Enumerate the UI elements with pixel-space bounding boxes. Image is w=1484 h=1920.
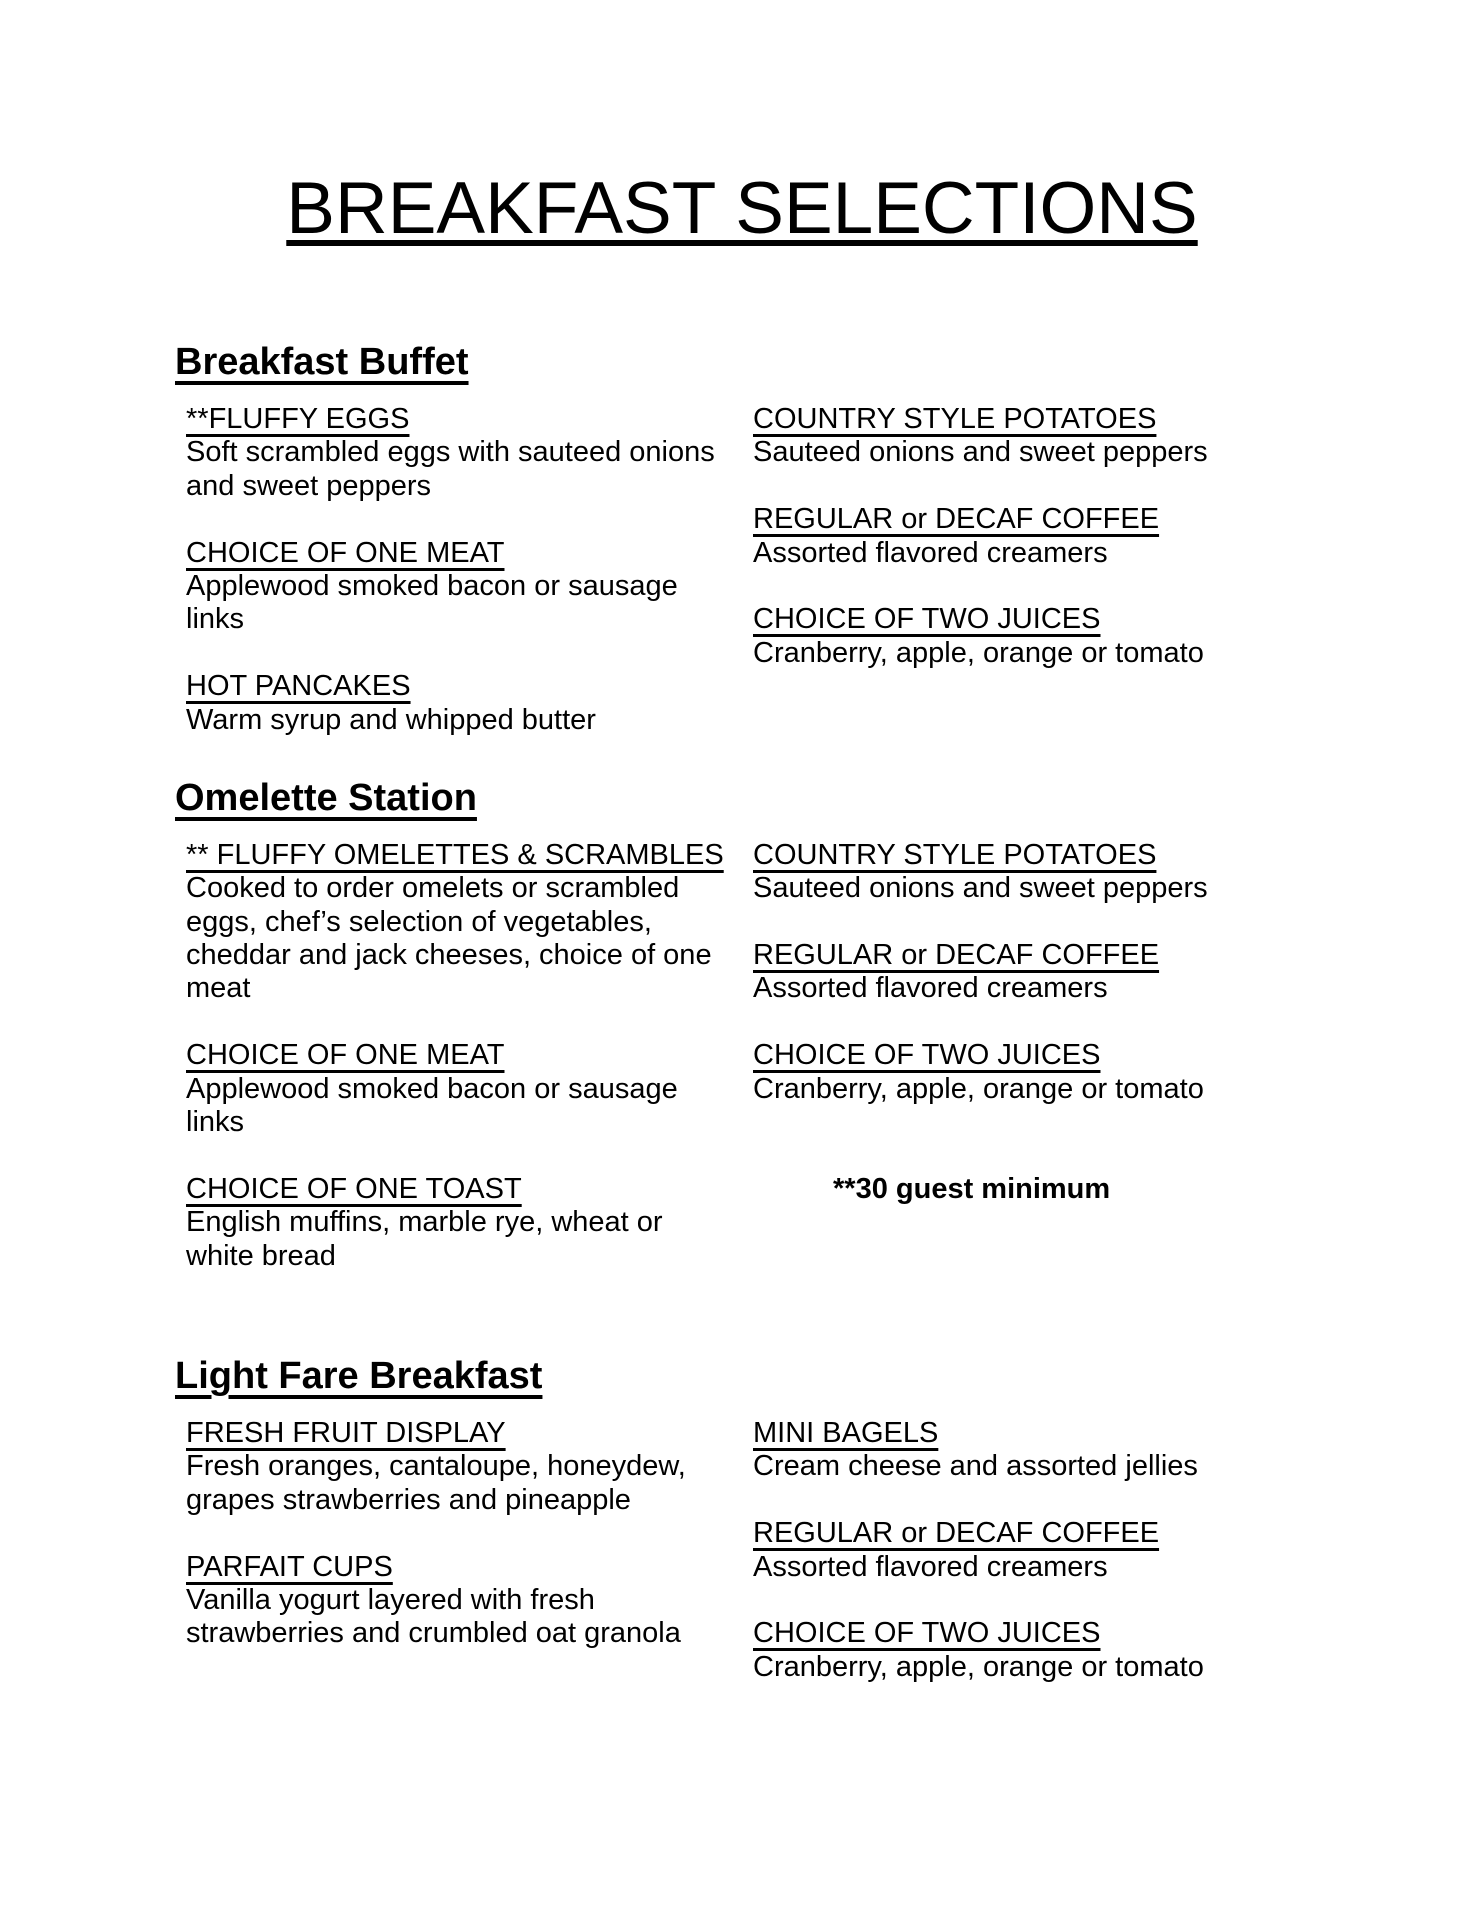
- page-title: BREAKFAST SELECTIONS: [286, 168, 1198, 249]
- column-left: [186, 1417, 753, 1684]
- blank-line: [753, 1139, 1484, 1172]
- menu-item-desc: English muffins, marble rye, wheat or: [186, 1206, 663, 1239]
- menu-item-desc: Applewood smoked bacon or sausage: [186, 1072, 678, 1105]
- menu-item-desc: Fresh oranges, cantaloupe, honeydew,: [186, 1450, 686, 1483]
- blank-line: [753, 1484, 1484, 1517]
- blank-line: [186, 503, 753, 536]
- menu-item-name: CHOICE OF ONE MEAT: [186, 1039, 505, 1072]
- menu-item-name: CHOICE OF TWO JUICES: [753, 1617, 1101, 1650]
- menu-item-desc: eggs, chef’s selection of vegetables,: [186, 905, 652, 938]
- section-heading: Breakfast Buffet: [175, 341, 469, 383]
- menu-section: [0, 343, 1484, 737]
- section-heading: Omelette Station: [175, 776, 477, 819]
- column-left: [186, 403, 753, 737]
- menu-item-name: COUNTRY STYLE POTATOES: [753, 838, 1157, 871]
- blank-line: [753, 906, 1484, 939]
- menu-item-desc: grapes strawberries and pineapple: [186, 1483, 631, 1516]
- menu-item-desc: Sauteed onions and sweet peppers: [753, 436, 1208, 469]
- menu-item-desc: strawberries and crumbled oat granola: [186, 1617, 681, 1650]
- menu-item-desc: Vanilla yogurt layered with fresh: [186, 1583, 595, 1616]
- blank-line: [753, 470, 1484, 503]
- menu-item-desc: links: [186, 603, 245, 636]
- menu-item-desc: links: [186, 1106, 245, 1139]
- column-right: [753, 403, 1484, 737]
- menu-item-name: CHOICE OF ONE TOAST: [186, 1172, 522, 1205]
- menu-item-desc: Cranberry, apple, orange or tomato: [753, 1650, 1204, 1683]
- blank-line: [753, 570, 1484, 603]
- blank-line: [753, 1106, 1484, 1139]
- blank-line: [753, 1584, 1484, 1617]
- section-heading: Light Fare Breakfast: [175, 1354, 543, 1397]
- menu-item-desc: and sweet peppers: [186, 469, 432, 502]
- menu-item-name: CHOICE OF TWO JUICES: [753, 603, 1101, 636]
- menu-item-desc: Soft scrambled eggs with sauteed onions: [186, 436, 715, 469]
- menu-item-desc: Cranberry, apple, orange or tomato: [753, 636, 1204, 669]
- blank-line: [186, 637, 753, 670]
- menu-item-name: PARFAIT CUPS: [186, 1550, 393, 1583]
- menu-item-name: CHOICE OF TWO JUICES: [753, 1039, 1101, 1072]
- menu-item-name: FRESH FRUIT DISPLAY: [186, 1416, 506, 1449]
- menu-item-name: REGULAR or DECAF COFFEE: [753, 503, 1160, 536]
- menu-item-name: ** FLUFFY OMELETTES & SCRAMBLES: [186, 838, 724, 871]
- menu-item-name: REGULAR or DECAF COFFEE: [753, 939, 1160, 972]
- menu-item-desc: Cranberry, apple, orange or tomato: [753, 1072, 1204, 1105]
- section-columns: [186, 839, 1484, 1273]
- menu-item-desc: Assorted flavored creamers: [753, 536, 1108, 569]
- blank-line: [186, 1139, 753, 1172]
- section-columns: [186, 1417, 1484, 1684]
- menu-item-desc: Cooked to order omelets or scrambled: [186, 872, 680, 905]
- menu-item-desc: Assorted flavored creamers: [753, 1550, 1108, 1583]
- section-columns: [186, 403, 1484, 737]
- menu-item-name: CHOICE OF ONE MEAT: [186, 536, 505, 569]
- column-left: [186, 839, 753, 1273]
- menu-item-name: REGULAR or DECAF COFFEE: [753, 1517, 1160, 1550]
- menu-section: [0, 776, 1484, 1273]
- menu-item-name: MINI BAGELS: [753, 1416, 939, 1449]
- menu-item-desc: Warm syrup and whipped butter: [186, 703, 596, 736]
- menu-item-desc: Sauteed onions and sweet peppers: [753, 872, 1208, 905]
- menu-item-name: COUNTRY STYLE POTATOES: [753, 403, 1157, 435]
- menu-item-name: **FLUFFY EGGS: [186, 403, 410, 435]
- blank-line: [753, 1006, 1484, 1039]
- menu-item-desc: Applewood smoked bacon or sausage: [186, 569, 678, 602]
- guest-minimum-note: **30 guest minimum: [833, 1172, 1111, 1205]
- blank-line: [186, 1517, 753, 1550]
- menu-item-desc: white bread: [186, 1239, 336, 1272]
- menu-section: [0, 1354, 1484, 1684]
- menu-item-name: HOT PANCAKES: [186, 670, 411, 703]
- column-right: [753, 1417, 1484, 1684]
- menu-item-desc: Assorted flavored creamers: [753, 972, 1108, 1005]
- menu-item-desc: meat: [186, 972, 251, 1005]
- menu-item-desc: Cream cheese and assorted jellies: [753, 1450, 1198, 1483]
- blank-line: [186, 1006, 753, 1039]
- column-right: [753, 839, 1484, 1273]
- menu-item-desc: cheddar and jack cheeses, choice of one: [186, 939, 712, 972]
- menu-sections: [0, 343, 1484, 1684]
